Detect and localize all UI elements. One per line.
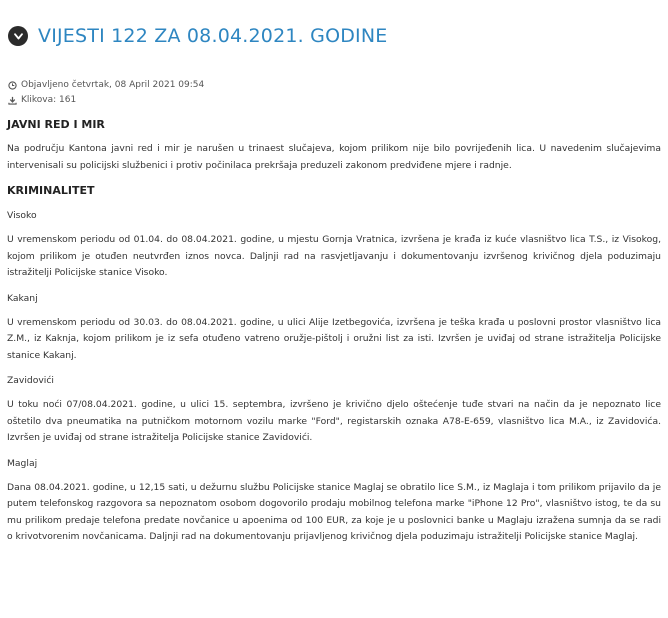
article [0,18,668,618]
chevron-down-icon[interactable] [8,26,28,46]
crime-text-maglaj: Dana 08.04.2021. godine, u 12,15 sati, u dežurnu službu Policijske stanice Maglaj se obratilo lice S.M., iz Maglaja i tom prilikom prijavilo da je putem telefonskog razgovora sa nepoznatom osobom dogovorilo prodaju mobilnog telefona marke "iPhone 12 Pro", vlasništvo istog, te da su mu prilikom predaje telefona predate novčanice u apoenima od 100 EUR, za koje je u poslovnici banke u Maglaju izražena sumnja da se radi o krivotvorenim novčanicama. Daljnji rad na dokumentovanju prijavljenog krivičnog djela poduzimaju istražitelji Policijske stanice Maglaj. [7,481,661,542]
article-header [7,18,661,54]
crime-text-kakanj: U vremenskom periodu od 30.03. do 08.04.2021. godine, u ulici Alije Izetbegovića, izvršena je teška krađa u poslovni prostor vlasništvo lica Z.M., iz Kaknja, kojom prilikom je iz sefa otuđeno vatreno oružje-pištolj i oružni list za isti. Izvršen je uviđaj od strane istražitelja Policijske stanice Kakanj. [7,316,661,361]
section-heading-public-order: JAVNI RED I MIR [7,118,105,131]
published-date: Objavljeno četvrtak, 08 April 2021 09:54 [21,80,205,90]
place-kakanj: Kakanj [7,292,38,304]
clock-icon [7,80,18,91]
clicks-info [7,93,661,108]
download-icon [7,95,18,106]
chevron-down-glyph [14,33,23,40]
place-maglaj: Maglaj [7,457,38,469]
place-visoko: Visoko [7,210,37,221]
published-info [7,78,661,93]
article-meta [7,78,661,108]
public-order-text: Na području Kantona javni red i mir je narušen u trinaest slučajeva, kojom prilikom nije bilo povrijeđenih lica. U navedenim slučajevima intervenisali su policijski službenici i protiv počinilaca prekršaja preduzeli zakonom predviđene mjere i radnje. [7,143,661,171]
crime-text-zavidovici: U toku noći 07/08.04.2021. godine, u ulici 15. septembra, izvršeno je krivično djelo oštećenje tuđe stvari na način da je nepoznato lice oštetilo dva pneumatika na putničkom motornom vozilu marke "Ford", registarskih oznaka A78-E-659, vlasništvo lica M.A., iz Zavidovića. Izvršen je uviđaj od strane istražitelja Policijske stanice Zavidovići. [7,399,661,443]
page-title[interactable]: VIJESTI 122 ZA 08.04.2021. GODINE [38,25,388,47]
clicks-count: Klikova: 161 [21,95,77,105]
crime-text-visoko: U vremenskom periodu od 01.04. do 08.04.2021. godine, u mjestu Gornja Vratnica, izvršena je krađa iz kuće vlasništvo lica T.S., iz Visokog, kojom prilikom je otuđen neutvrđen iznos novca. Daljnji rad na rasvjetljavanju i dokumentovanju izvršenog krivičnog djela poduzimaju istražitelji Policijske stanice Visoko. [7,234,661,278]
place-zavidovici: Zavidovići [7,375,54,386]
section-heading-crime: KRIMINALITET [7,184,95,197]
